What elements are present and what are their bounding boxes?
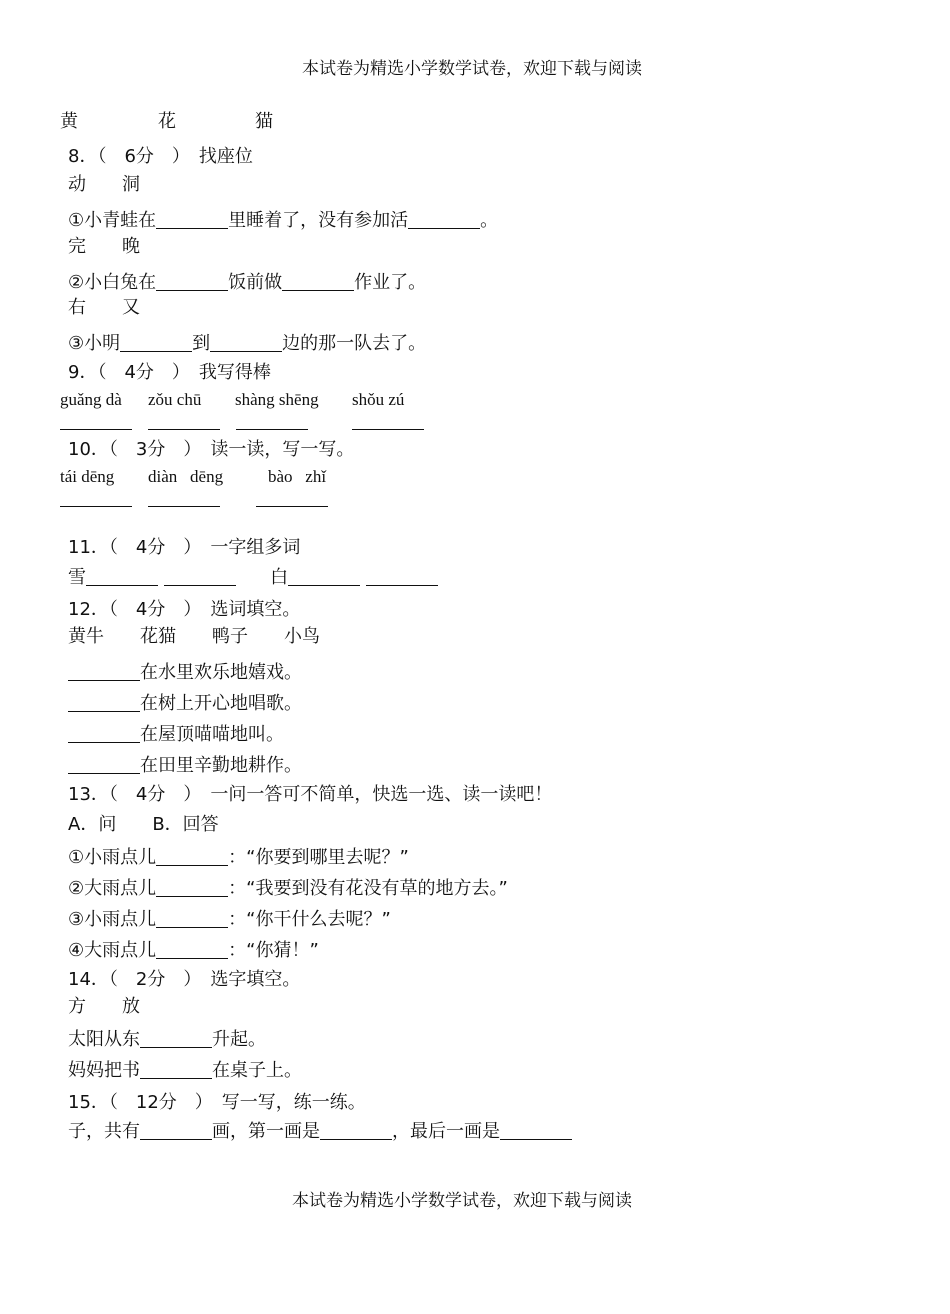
- answer-blank[interactable]: [156, 272, 228, 291]
- q9-answer-line-4[interactable]: [352, 429, 424, 430]
- q13-line-3: ③小雨点儿 ：“你干什么去呢？”: [68, 909, 391, 930]
- q10-pinyin-2: diàn dēng: [148, 467, 224, 486]
- answer-blank[interactable]: [156, 909, 228, 928]
- answer-blank[interactable]: [156, 847, 228, 866]
- answer-blank[interactable]: [320, 1121, 392, 1140]
- q8-pair-3: 右 又: [68, 297, 140, 318]
- top-word-3: 猫: [255, 111, 273, 132]
- q11-heading: 11．（ 4分 ） 一字组多词: [68, 537, 301, 558]
- q9-answer-line-1[interactable]: [60, 429, 132, 430]
- answer-blank[interactable]: [68, 662, 140, 681]
- q10-answer-line-2[interactable]: [148, 506, 220, 507]
- answer-blank[interactable]: [156, 210, 228, 229]
- answer-blank[interactable]: [408, 210, 480, 229]
- q9-heading: 9．（ 4分 ） 我写得棒: [68, 362, 271, 383]
- q8-heading: 8．（ 6分 ） 找座位: [68, 146, 253, 167]
- q9-answer-line-3[interactable]: [236, 429, 308, 430]
- q12-line-4: 在田里辛勤地耕作。: [68, 755, 302, 775]
- q12-line-2: 在树上开心地唱歌。: [68, 693, 302, 713]
- q9-pinyin-2: zǒu chū: [148, 390, 202, 409]
- q8-sentence-1: ①小青蛙在 里睡着了，没有参加活 。: [68, 210, 499, 231]
- page-header: 本试卷为精选小学数学试卷，欢迎下载与阅读: [302, 59, 642, 79]
- q13-line-1: ①小雨点儿 ：“你要到哪里去呢？”: [68, 847, 409, 868]
- q8-sentence-3: ③小明 到 边的那一队去了。: [68, 333, 427, 354]
- q10-answer-line-3[interactable]: [256, 506, 328, 507]
- q9-pinyin-1: guǎng dà: [60, 390, 122, 409]
- answer-blank[interactable]: [68, 755, 140, 774]
- answer-blank[interactable]: [164, 567, 236, 586]
- answer-blank[interactable]: [140, 1029, 212, 1048]
- answer-blank[interactable]: [120, 333, 192, 352]
- q9-answer-line-2[interactable]: [148, 429, 220, 430]
- q10-pinyin-1: tái dēng: [60, 467, 115, 486]
- answer-blank[interactable]: [366, 567, 438, 586]
- q13-heading: 13．（ 4分 ） 一问一答可不简单，快选一选、读一读吧！: [68, 784, 553, 805]
- top-word-2: 花: [158, 111, 176, 132]
- q14-sentence-1: 太阳从东 升起。: [68, 1029, 266, 1050]
- answer-blank[interactable]: [156, 940, 228, 959]
- top-word-1: 黄: [60, 111, 78, 132]
- answer-blank[interactable]: [140, 1060, 212, 1079]
- answer-blank[interactable]: [156, 878, 228, 897]
- q14-pair: 方 放: [68, 996, 140, 1017]
- q12-line-1: 在水里欢乐地嬉戏。: [68, 662, 302, 682]
- q15-heading: 15．（ 12分 ） 写一写，练一练。: [68, 1092, 366, 1113]
- page-footer: 本试卷为精选小学数学试卷，欢迎下载与阅读: [292, 1191, 632, 1211]
- q13-line-2: ②大雨点儿 ：“我要到没有花没有草的地方去。”: [68, 878, 508, 899]
- answer-blank[interactable]: [68, 693, 140, 712]
- q14-heading: 14．（ 2分 ） 选字填空。: [68, 969, 301, 990]
- answer-blank[interactable]: [282, 272, 354, 291]
- q10-heading: 10．（ 3分 ） 读一读，写一写。: [68, 439, 355, 460]
- answer-blank[interactable]: [500, 1121, 572, 1140]
- q8-pair-2: 完 晚: [68, 236, 140, 257]
- q14-sentence-2: 妈妈把书 在桌子上。: [68, 1060, 302, 1081]
- answer-blank[interactable]: [86, 567, 158, 586]
- q9-pinyin-4: shǒu zú: [352, 390, 405, 409]
- q13-options: A．问 B．回答: [68, 814, 219, 835]
- q13-line-4: ④大雨点儿 ：“你猜！”: [68, 940, 319, 961]
- q11-line: 雪 白: [68, 567, 438, 587]
- answer-blank[interactable]: [68, 724, 140, 743]
- q8-pair-1: 动 洞: [68, 174, 140, 195]
- answer-blank[interactable]: [140, 1121, 212, 1140]
- answer-blank[interactable]: [210, 333, 282, 352]
- q10-answer-line-1[interactable]: [60, 506, 132, 507]
- q15-line: 子，共有 画，第一画是 ，最后一画是: [68, 1121, 572, 1141]
- q12-line-3: 在屋顶喵喵地叫。: [68, 724, 284, 744]
- q12-heading: 12．（ 4分 ） 选词填空。: [68, 599, 301, 620]
- q8-sentence-2: ②小白兔在 饭前做 作业了。: [68, 272, 427, 293]
- q9-pinyin-3: shàng shēng: [235, 390, 319, 409]
- q10-pinyin-3: bào zhǐ: [268, 467, 327, 486]
- answer-blank[interactable]: [288, 567, 360, 586]
- q12-word-bank: 黄牛 花猫 鸭子 小鸟: [68, 626, 320, 647]
